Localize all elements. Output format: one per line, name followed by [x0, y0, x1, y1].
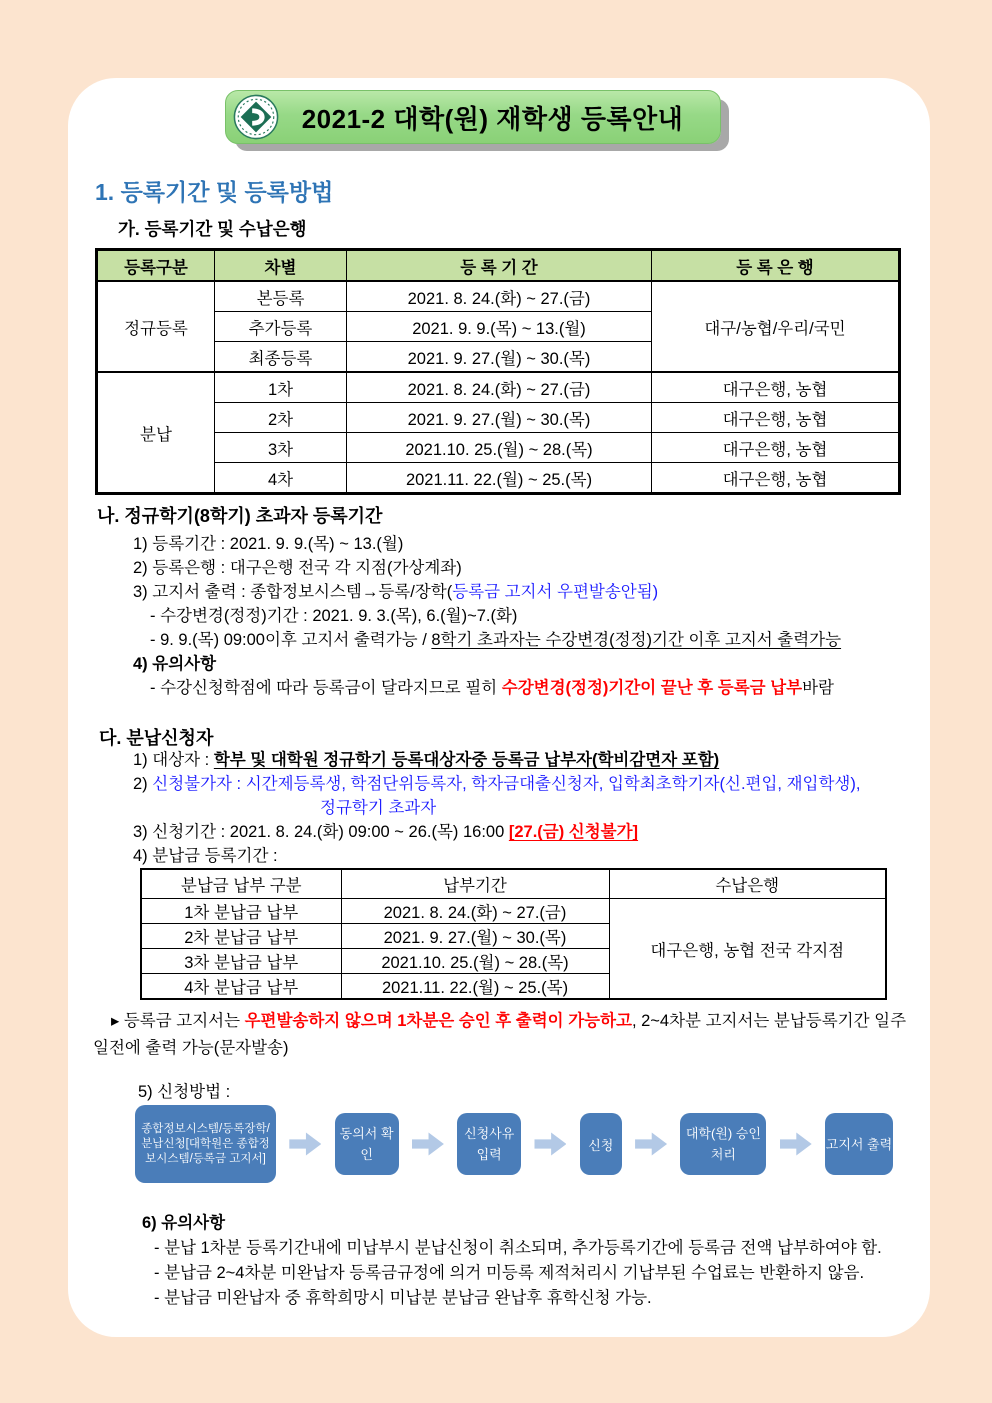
installment-table [140, 868, 887, 1000]
text-segment: 2) [133, 775, 153, 793]
table-header-cell: 등록구분 [97, 250, 215, 282]
note-line [133, 652, 841, 676]
table-cell: 2차 분납금 납부 [141, 924, 341, 949]
table-cell: 대구은행, 농협 [652, 403, 900, 433]
table-header-cell: 납부기간 [341, 869, 609, 899]
table-row [141, 899, 886, 924]
flow-step: 고지서 출력 [825, 1113, 893, 1175]
notes-heading: 6) 유의사항 [142, 1214, 226, 1232]
table-cell: 추가등록 [215, 312, 347, 342]
subsection-b-heading: 나. 정규학기(8학기) 초과자 등록기간 [97, 506, 383, 526]
note-item: - 분납금 2~4차분 미완납자 등록금규정에 의거 미등록 제적처리시 기납부된 수업료는 반환하지 않음. [154, 1264, 865, 1282]
text-segment: - 수강신청학점에 따라 등록금이 달라지므로 필히 [150, 679, 502, 697]
note-line [133, 820, 860, 844]
flow-step: 대학(원) 승인처리 [680, 1113, 766, 1175]
note-line [133, 772, 860, 796]
title-banner [225, 90, 721, 144]
text-segment: - 수강변경(정정)기간 : 2021. 9. 3.(목), 6.(월)~7.(화) [150, 607, 518, 625]
table-cell: 1차 분납금 납부 [141, 899, 341, 924]
note-item: - 분납 1차분 등록기간내에 미납부시 분납신청이 취소되며, 추가등록기간에 등록금 전액 납부하여야 함. [154, 1239, 882, 1257]
note-line [133, 628, 841, 652]
table-cell: 대구은행, 농협 [652, 372, 900, 403]
text-segment: 8학기 초과자는 수강변경(정정)기간 이후 고지서 출력가능 [431, 631, 842, 649]
university-logo [233, 94, 279, 140]
note-line [133, 532, 841, 556]
table-cell: 2021. 8. 24.(화) ~ 27.(금) [347, 372, 652, 403]
application-flow [135, 1104, 893, 1184]
table-cell: 2021. 9. 27.(월) ~ 30.(목) [341, 924, 609, 949]
text-segment: 바람 [802, 679, 834, 697]
table-cell: 2021. 9. 9.(목) ~ 13.(월) [347, 312, 652, 342]
note-line [133, 556, 841, 580]
table-cell: 4차 분납금 납부 [141, 974, 341, 1000]
table-row [97, 463, 900, 494]
table-header-cell: 등 록 은 행 [652, 250, 900, 282]
table-cell: 2021. 9. 27.(월) ~ 30.(목) [347, 342, 652, 373]
flow-step: 신청사유 입력 [457, 1113, 521, 1175]
table-header-cell: 분납금 납부 구분 [141, 869, 341, 899]
table-cell: 대구은행, 농협 전국 각지점 [609, 899, 886, 1000]
note-item: - 분납금 미완납자 중 휴학희망시 미납분 분납금 완납후 휴학신청 가능. [154, 1289, 652, 1307]
text-segment: 3) 신청기간 : 2021. 8. 24.(화) 09:00 ~ 26.(목) 16:00 [133, 823, 509, 841]
section-heading: 1. 등록기간 및 등록방법 [95, 179, 334, 205]
text-segment: , 2~4차분 고지서는 분납등록기간 일주일전에 출력 가능(문자발송) [93, 1012, 907, 1057]
arrow-right-icon [289, 1131, 321, 1157]
flow-step: 신청 [580, 1113, 622, 1175]
table-header-cell: 수납은행 [609, 869, 886, 899]
arrow-right-icon [635, 1131, 667, 1157]
table-cell: 분납 [97, 372, 215, 494]
content-card [68, 78, 930, 1337]
table-row [97, 372, 900, 403]
text-segment: 신청불가자 : 시간제등록생, 학점단위등록자, 학자금대출신청자, 입학최초학기자(신.편입, 재입학생), [152, 775, 861, 793]
table-cell: 대구은행, 농협 [652, 463, 900, 494]
table-cell: 2차 [215, 403, 347, 433]
table-cell: 대구은행, 농협 [652, 433, 900, 463]
note-line [133, 604, 841, 628]
text-segment: [27.(금) 신청불가] [508, 823, 639, 841]
text-segment: 1) 등록기간 : 2021. 9. 9.(목) ~ 13.(월) [133, 535, 404, 553]
note-line [133, 676, 841, 700]
note-line [133, 580, 841, 604]
text-segment: 2) 등록은행 : 대구은행 전국 각 지점(가상계좌) [133, 559, 462, 577]
text-segment: 3) 고지서 출력 : 종합정보시스템→등록/장학( [133, 583, 453, 601]
subsection-c-body [133, 748, 860, 868]
table-row [97, 281, 900, 312]
table-cell: 2021.11. 22.(월) ~ 25.(목) [347, 463, 652, 494]
text-segment: ▸ 등록금 고지서는 [111, 1012, 245, 1030]
table-cell: 대구/농협/우리/국민 [652, 281, 900, 372]
text-segment: 등록금 고지서 우편발송안됨) [452, 583, 659, 601]
table-header-cell: 등 록 기 간 [347, 250, 652, 282]
table-cell: 2021. 8. 24.(화) ~ 27.(금) [341, 899, 609, 924]
table-cell: 2021.10. 25.(월) ~ 28.(목) [341, 949, 609, 974]
note-line [133, 796, 860, 820]
table-header-cell: 차별 [215, 250, 347, 282]
table-cell: 2021.10. 25.(월) ~ 28.(목) [347, 433, 652, 463]
subsection-a-heading: 가. 등록기간 및 수납은행 [118, 219, 307, 239]
table-cell: 1차 [215, 372, 347, 403]
table-row [97, 433, 900, 463]
table-cell: 최종등록 [215, 342, 347, 373]
table-cell: 정규등록 [97, 281, 215, 372]
text-segment: 학부 및 대학원 정규학기 등록대상자중 등록금 납부자(학비감면자 포함) [213, 751, 720, 769]
arrow-right-icon [412, 1131, 444, 1157]
text-segment: 우편발송하지 않으며 1차분은 승인 후 출력이 가능하고 [244, 1012, 632, 1030]
flow-step: 동의서 확인 [335, 1113, 399, 1175]
table-cell: 2021.11. 22.(월) ~ 25.(목) [341, 974, 609, 1000]
text-segment: 정규학기 초과자 [320, 799, 437, 817]
method-label: 5) 신청방법 : [138, 1083, 231, 1101]
table-header-row [97, 250, 900, 282]
text-segment: 수강변경(정정)기간이 끝난 후 등록금 납부 [501, 679, 803, 697]
notice-paragraph [93, 1008, 913, 1062]
table-cell: 본등록 [215, 281, 347, 312]
table-cell: 2021. 9. 27.(월) ~ 30.(목) [347, 403, 652, 433]
flow-step: 종합정보시스템/등록장학/분납신청[대학원은 종합정보시스템/등록금 고지서] [135, 1105, 276, 1183]
page-title: 2021-2 대학(원) 재학생 등록안내 [301, 103, 684, 134]
table-cell: 3차 [215, 433, 347, 463]
arrow-right-icon [534, 1131, 566, 1157]
subsection-c-heading: 다. 분납신청자 [99, 728, 214, 748]
table-cell: 2021. 8. 24.(화) ~ 27.(금) [347, 281, 652, 312]
table-row [97, 403, 900, 433]
table-header-row [141, 869, 886, 899]
note-line [133, 748, 860, 772]
text-segment: 4) 유의사항 [133, 655, 217, 673]
registration-table [95, 248, 901, 495]
note-line [133, 844, 860, 868]
table-cell: 3차 분납금 납부 [141, 949, 341, 974]
table-cell: 4차 [215, 463, 347, 494]
arrow-right-icon [780, 1131, 812, 1157]
notes-list [142, 1210, 882, 1311]
text-segment: 4) 분납금 등록기간 : [133, 847, 278, 865]
text-segment: 1) 대상자 : [133, 751, 214, 769]
subsection-b-body [133, 532, 841, 700]
text-segment: - 9. 9.(목) 09:00이후 고지서 출력가능 / [150, 631, 432, 649]
